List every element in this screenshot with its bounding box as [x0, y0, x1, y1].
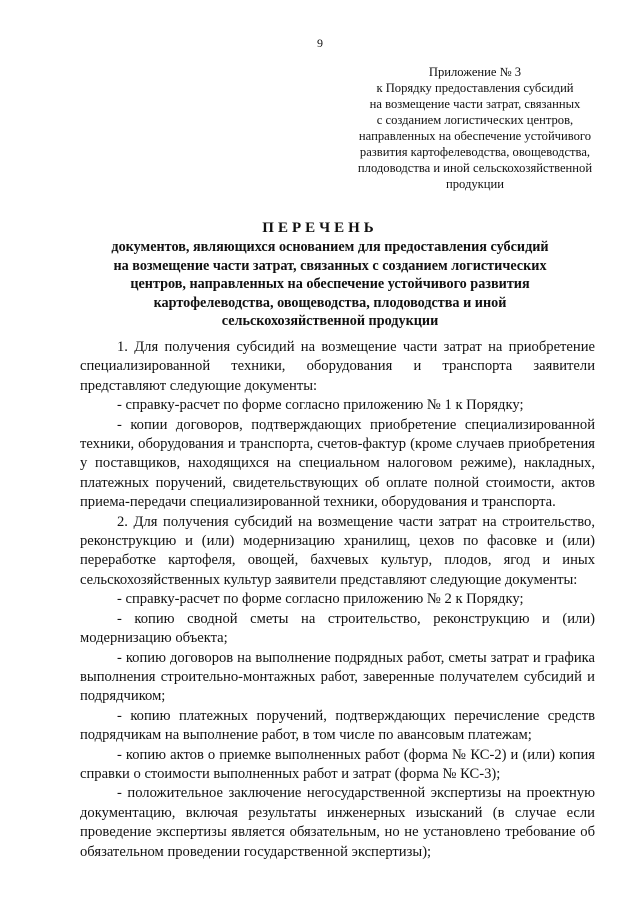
appendix-line: Приложение № 3: [428, 65, 522, 79]
list-item: - копию договоров на выполнение подрядных работ, сметы затрат и графика выполнения строительно-монтажных работ, заверенные получателем субсидий и подрядчиком;: [80, 649, 595, 705]
appendix-line: продукции: [445, 177, 504, 191]
list-item: - положительное заключение негосударственной экспертизы на проектную документацию, включая результаты инженерных изысканий (в случае если проведение экспертизы является обязательным, но не установлено требование об обязательном проведении государственной экспертизы);: [80, 785, 595, 860]
appendix-line: на возмещение части затрат, связанных: [369, 97, 581, 111]
subtitle-line: документов, являющихся основанием для предоставления субсидий: [111, 239, 549, 255]
list-item: - справку-расчет по форме согласно приложению № 2 к Порядку;: [117, 591, 524, 608]
list-item: - справку-расчет по форме согласно приложению № 1 к Порядку;: [117, 397, 524, 414]
list-item: - копию сводной сметы на строительство, реконструкцию и (или) модернизацию объекта;: [80, 610, 595, 647]
paragraph-section-2: 2. Для получения субсидий на возмещение части затрат на строительство, реконструкцию и (или) модернизацию хранилищ, цехов по фасовке и (или) переработке картофеля, овощей, бахчевых культур, плодов, ягод и иных сельскохозяйственных культур заявители представляют следующие документы:: [80, 513, 595, 588]
appendix-line: направленных на обеспечение устойчивого: [358, 129, 592, 143]
list-item: - копию платежных поручений, подтверждающих перечисление средств подрядчикам на выполнение работ, в том числе по авансовым платежам;: [80, 707, 595, 744]
appendix-line: к Порядку предоставления субсидий: [376, 81, 574, 95]
document-title: ПЕРЕЧЕНЬ: [262, 220, 378, 236]
appendix-line: с созданием логистических центров,: [376, 113, 574, 127]
subtitle-line: сельскохозяйственной продукции: [221, 313, 439, 329]
subtitle-line: центров, направленных на обеспечение устойчивого развития: [130, 276, 530, 292]
list-item: - копии договоров, подтверждающих приобретение специализированной техники, оборудования и транспорта, счетов-фактур (кроме случаев приобретения у поставщиков, находящихся на специальном налоговом режиме), накладных, платежных поручений, свидетельствующих об оплате полной стоимости, актов приема-передачи специализированной техники, оборудования и транспорта.: [80, 416, 595, 511]
appendix-line: развития картофелеводства, овощеводства,: [359, 145, 591, 159]
paragraph-section-1: 1. Для получения субсидий на возмещение части затрат на приобретение специализированной техники, оборудования и транспорта заявители представляют следующие документы:: [80, 339, 595, 394]
document-subtitle: [60, 238, 600, 331]
appendix-header: [340, 64, 610, 192]
appendix-line: плодоводства и иной сельскохозяйственной: [357, 161, 593, 175]
page-number: 9: [317, 36, 323, 50]
subtitle-line: на возмещение части затрат, связанных с созданием логистических: [113, 257, 547, 274]
subtitle-line: картофелеводства, овощеводства, плодоводства и иной: [153, 294, 507, 311]
list-item: - копию актов о приемке выполненных работ (форма № КС-2) и (или) копия справки о стоимости выполненных работ и затрат (форма № КС-3);: [80, 746, 595, 782]
document-body: [80, 338, 595, 862]
